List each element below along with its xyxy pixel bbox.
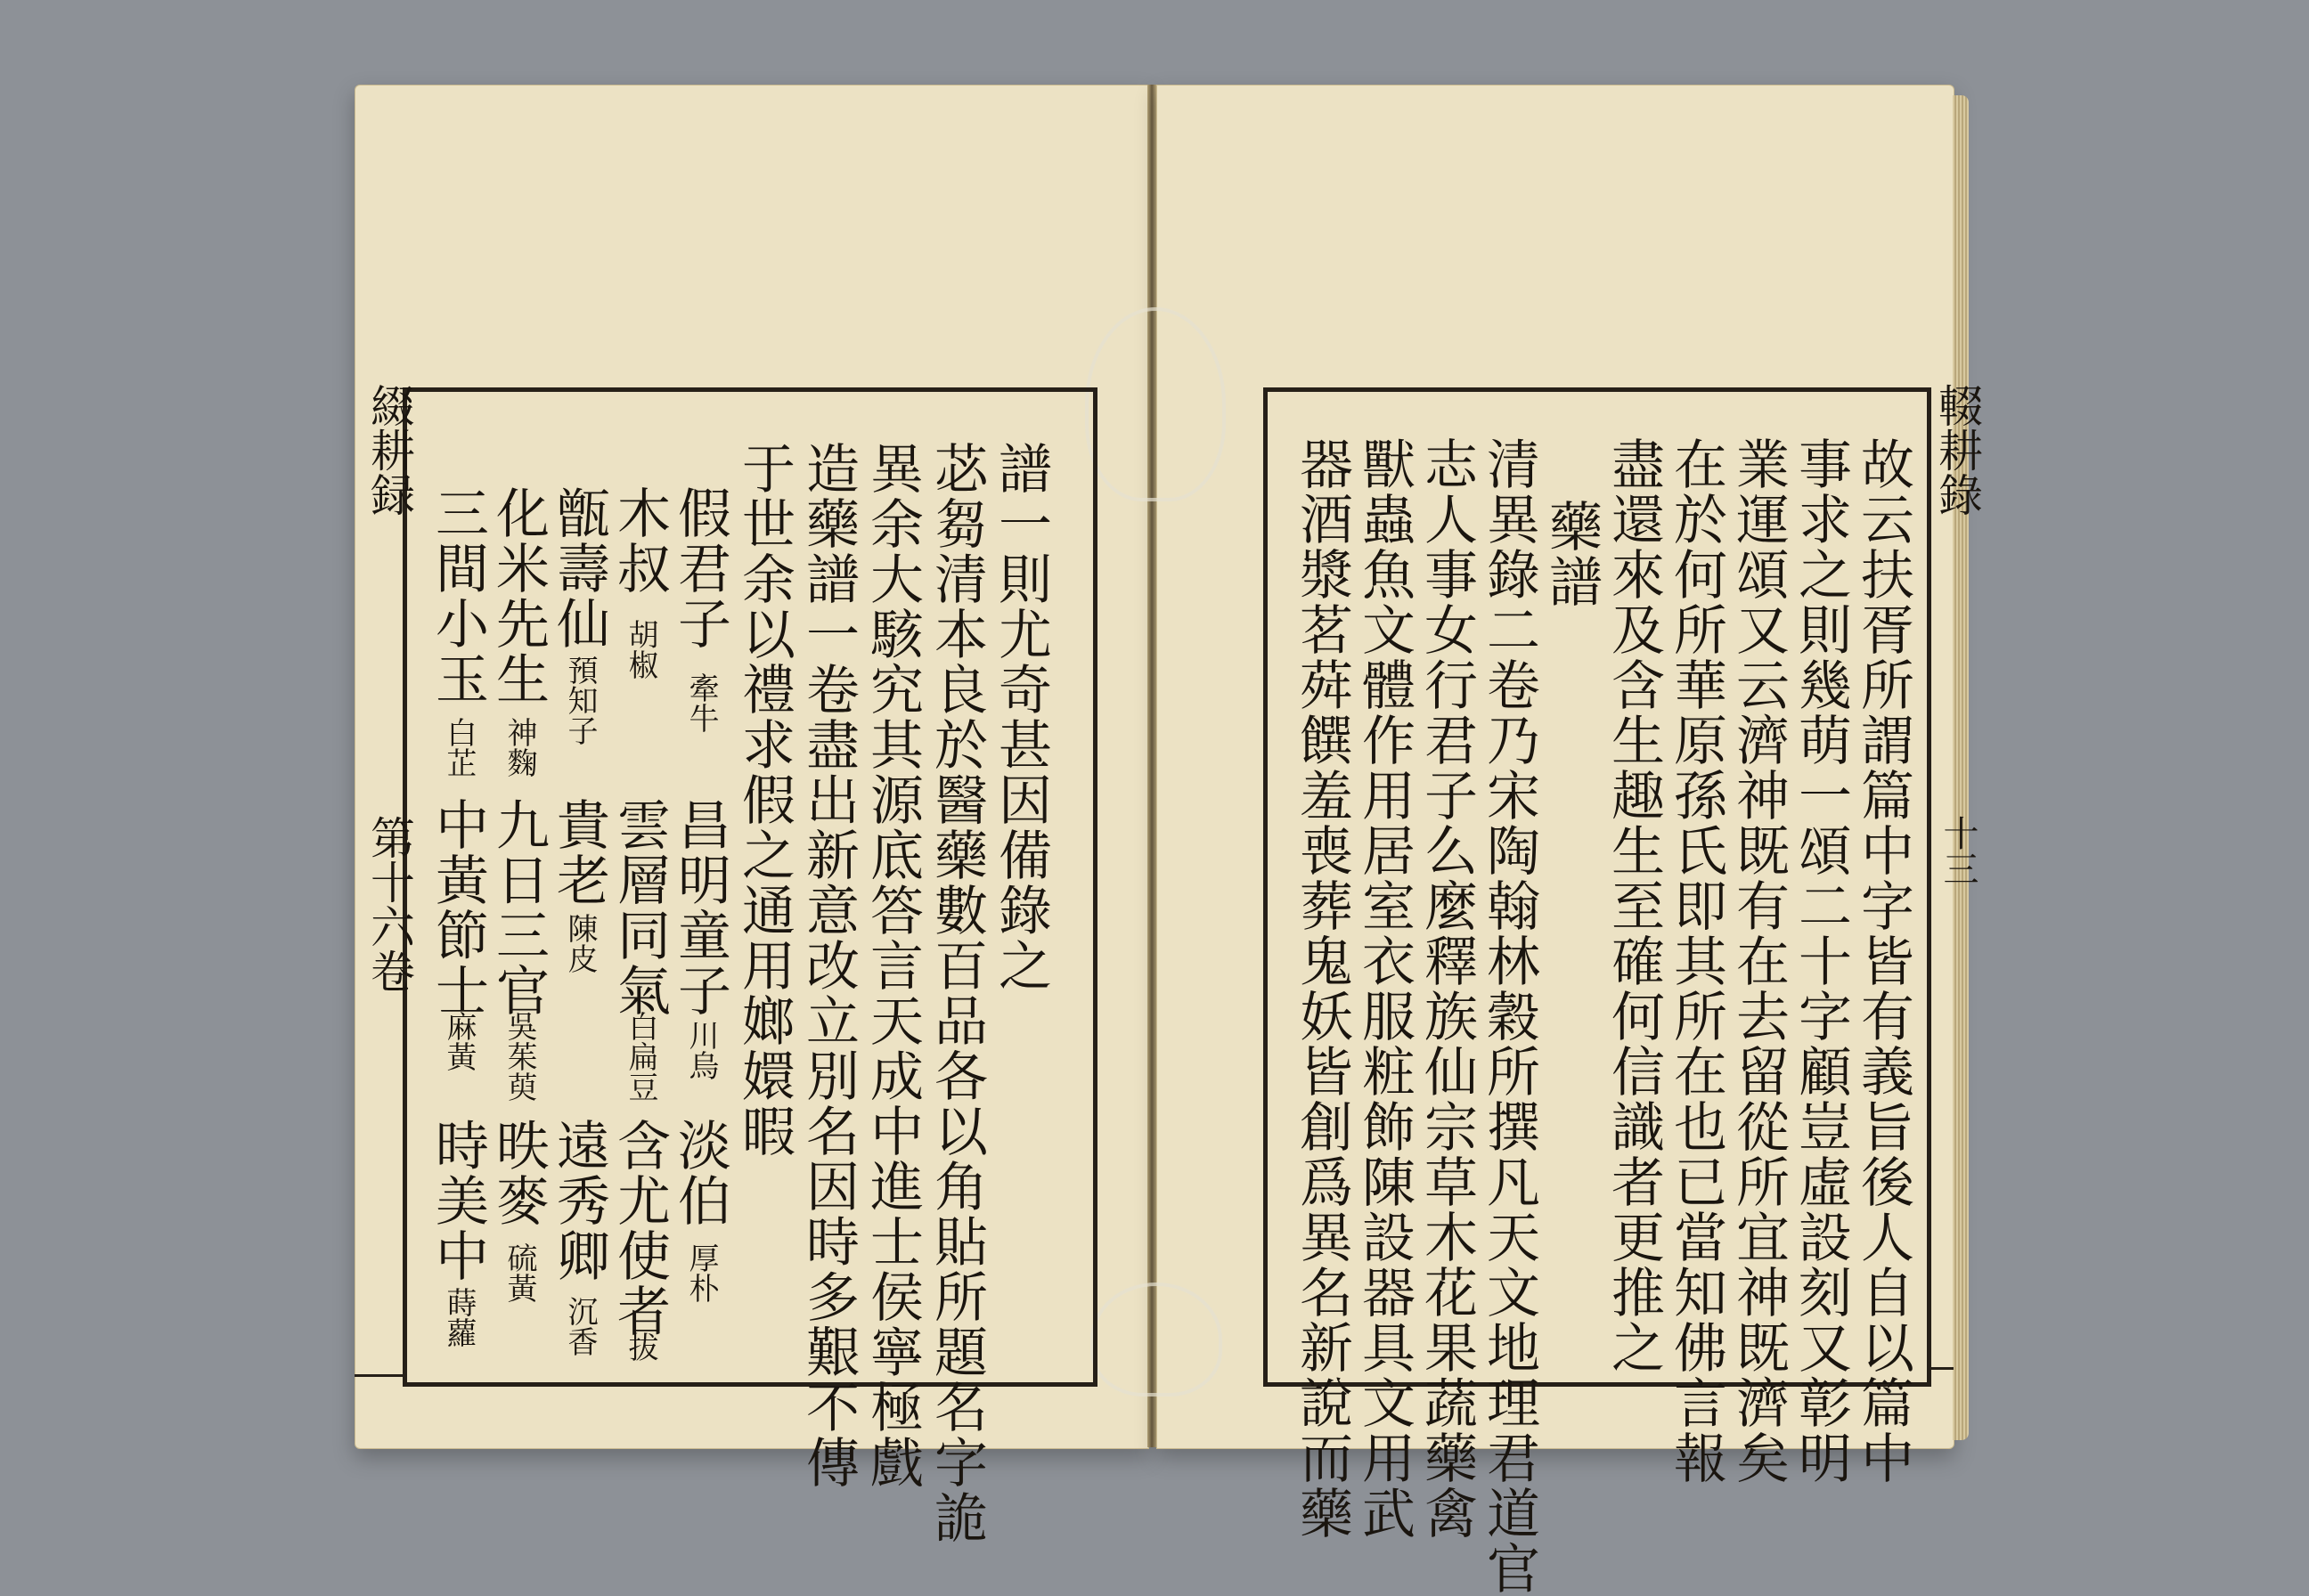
herb-note: 硫黃 bbox=[502, 1242, 537, 1303]
herb-note: 麻黃 bbox=[441, 1011, 477, 1071]
page-edges bbox=[1953, 95, 1969, 1440]
book-spine bbox=[1147, 85, 1156, 1447]
right-margin-title: 輟耕錄 bbox=[1931, 383, 1983, 517]
left-col-4: 造藥譜一卷盡出新意改立別名因時多艱不傳 bbox=[797, 441, 860, 1490]
herb-name: 化米先生 bbox=[487, 485, 550, 706]
herb-name: 木叔 bbox=[608, 485, 671, 596]
herb-note: 神麴 bbox=[502, 717, 537, 778]
right-col-7: 清異錄二卷乃宋陶翰林穀所撰凡天文地理君道官 bbox=[1478, 436, 1540, 1596]
left-margin-title: 綴耕録 bbox=[363, 383, 415, 517]
herb-note: 白芷 bbox=[441, 717, 477, 778]
herb-note: 拔 bbox=[623, 1331, 658, 1362]
herb-name: 昳麥 bbox=[487, 1118, 550, 1228]
herb-name: 九日三官 bbox=[487, 797, 550, 1018]
left-col-3: 異余大駭究其源底答言天成中進士侯寧極戲 bbox=[861, 441, 924, 1490]
right-col-5: 盡還來及含生趣生至確何信識者更推之 bbox=[1603, 436, 1665, 1375]
herb-note: 厚朴 bbox=[683, 1242, 719, 1303]
herb-note: 預知子 bbox=[562, 655, 598, 745]
herb-note: 白扁豆 bbox=[623, 1011, 658, 1102]
left-col-5: 于世余以禮求假之通用嫏嬛暇 bbox=[733, 441, 796, 1159]
herb-name: 遠秀卿 bbox=[548, 1118, 610, 1283]
herb-note: 蒔蘿 bbox=[441, 1287, 477, 1348]
herb-name: 淡伯 bbox=[669, 1118, 731, 1228]
herb-name: 昌明童子 bbox=[669, 797, 731, 1018]
right-col-9: 獸蟲魚文體作用居室衣服粧飾陳設器具文用武 bbox=[1353, 436, 1416, 1541]
herb-note: 牽牛 bbox=[683, 672, 719, 733]
herb-note: 川烏 bbox=[683, 1020, 719, 1080]
right-bottom-rule bbox=[1927, 1367, 1954, 1370]
right-col-1: 故云扶胥所謂篇中字皆有義旨後人自以篇中 bbox=[1852, 436, 1914, 1486]
left-col-1: 譜一則尤奇甚因備錄之 bbox=[990, 441, 1052, 993]
herb-note: 吳茱萸 bbox=[502, 1011, 537, 1102]
binding-thread-top bbox=[1085, 307, 1226, 501]
left-col-2: 苾芻清本良於醫藥數百品各以角貼所題名字詭 bbox=[926, 441, 988, 1545]
herb-name: 含尤使者 bbox=[608, 1118, 671, 1339]
herb-note: 沉香 bbox=[562, 1296, 598, 1356]
right-col-10: 器酒漿茗荈饌羞喪葬鬼妖皆創爲異名新說而藥 bbox=[1291, 436, 1353, 1541]
herb-name: 雲層同氣 bbox=[608, 797, 671, 1018]
herb-name: 甑壽仙 bbox=[548, 485, 610, 651]
herb-name: 三間小玉 bbox=[427, 485, 489, 706]
herb-name: 假君子 bbox=[669, 485, 731, 651]
herb-name: 貴老 bbox=[548, 797, 610, 908]
herb-note: 胡椒 bbox=[623, 619, 658, 680]
right-col-3: 業運頌又云濟神既有在去留從所宜神既濟矣 bbox=[1727, 436, 1790, 1486]
page-number: 十三 bbox=[1938, 815, 1979, 886]
binding-thread-bottom bbox=[1090, 1282, 1222, 1396]
open-book bbox=[355, 85, 1983, 1596]
left-margin-volume: 第十六卷 bbox=[363, 815, 415, 993]
left-bottom-rule bbox=[355, 1374, 403, 1377]
herb-name: 時美中 bbox=[427, 1118, 489, 1283]
section-heading: 藥譜 bbox=[1540, 499, 1603, 609]
herb-note: 陳皮 bbox=[562, 913, 598, 973]
herb-name: 中黃節士 bbox=[427, 797, 489, 1018]
right-col-4: 在於何所華原孫氏即其所在也已當知佛言報 bbox=[1665, 436, 1727, 1486]
right-col-8: 志人事女行君子么麼釋族仙宗草木花果蔬藥禽 bbox=[1416, 436, 1478, 1541]
right-col-2: 事求之則幾萌一頌二十字顧豈虛設刻又彰明 bbox=[1790, 436, 1852, 1486]
